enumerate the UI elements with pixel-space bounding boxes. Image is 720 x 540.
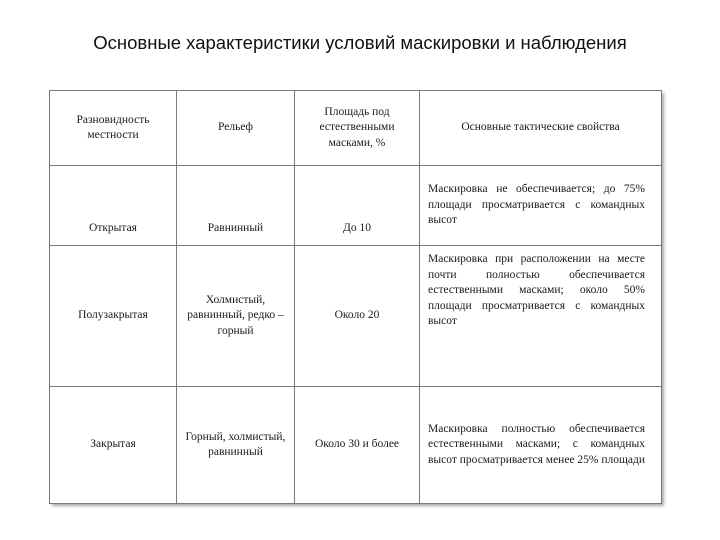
characteristics-table-container (49, 90, 661, 503)
cell-area: Около 30 и более (295, 387, 420, 504)
cell-properties: Маскировка не обеспечивается; до 75% площади просматривается с командных высот (420, 166, 662, 246)
header-mask-area: Площадь под естественными масками, % (295, 91, 420, 166)
cell-relief: Горный, холмистый, равнинный (177, 387, 295, 504)
cell-terrain: Закрытая (50, 387, 177, 504)
cell-relief: Холмистый, равнинный, редко – горный (177, 246, 295, 387)
table-row (50, 387, 662, 504)
header-terrain-type: Разновидность местности (50, 91, 177, 166)
page-title: Основные характеристики условий маскировки и наблюдения (93, 32, 627, 53)
header-relief: Рельеф (177, 91, 295, 166)
cell-area: До 10 (295, 166, 420, 246)
table-row (50, 166, 662, 246)
cell-relief: Равнинный (177, 166, 295, 246)
cell-area: Около 20 (295, 246, 420, 387)
header-tactical-properties: Основные тактические свойства (420, 91, 662, 166)
table-header-row (50, 91, 662, 166)
table-row (50, 246, 662, 387)
cell-properties: Маскировка полностью обеспечивается естественными масками; с командных высот просматривается менее 25% площади (420, 387, 662, 504)
cell-terrain: Открытая (50, 166, 177, 246)
cell-properties: Маскировка при расположении на месте почти полностью обеспечивается естественными масками; около 50% площади просматривается с командных высот (420, 246, 662, 387)
characteristics-table (49, 90, 662, 504)
cell-terrain: Полузакрытая (50, 246, 177, 387)
